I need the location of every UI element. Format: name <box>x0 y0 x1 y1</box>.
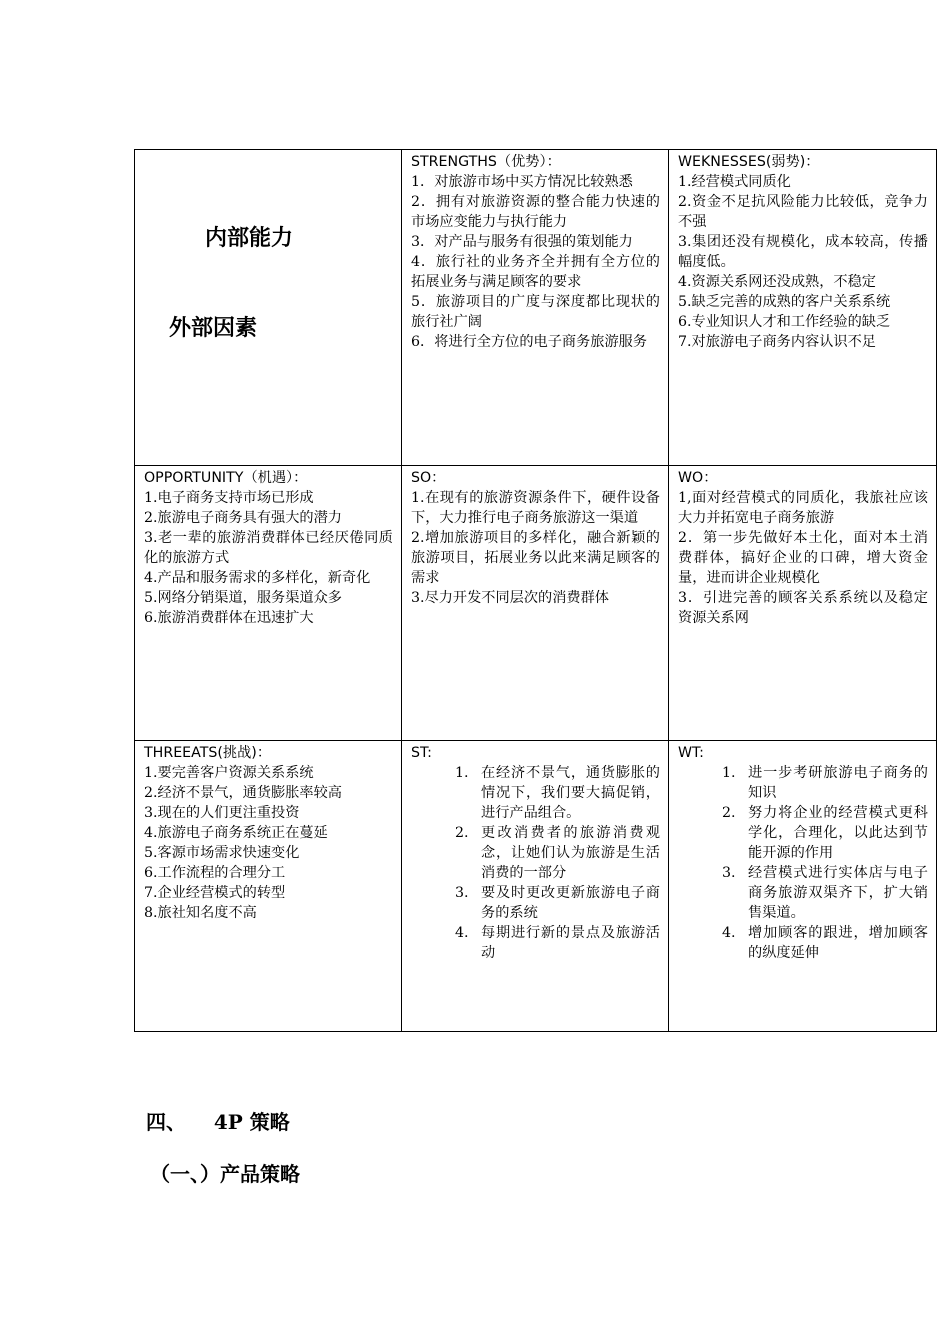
opportunity-item: 4.产品和服务需求的多样化，新奇化 <box>144 570 371 586</box>
opportunity-item: 3.老一辈的旅游消费群体已经厌倦同质化的旅游方式 <box>144 530 393 566</box>
swot-table <box>134 149 937 1032</box>
so-cell <box>402 466 669 741</box>
wo-item: 1,面对经营模式的同质化，我旅社应该大力并拓宽电子商务旅游 <box>678 490 928 526</box>
opportunity-item: 1.电子商务支持市场已形成 <box>144 490 314 506</box>
wt-list <box>678 763 928 963</box>
wt-item: 1. 进一步考研旅游电子商务的知识 <box>740 763 928 803</box>
weaknesses-item: 4.资源关系网还没成熟，不稳定 <box>678 274 876 290</box>
weaknesses-item: 6.专业知识人才和工作经验的缺乏 <box>678 314 891 330</box>
weaknesses-item: 1.经营模式同质化 <box>678 174 791 190</box>
wt-title: WT: <box>678 745 704 761</box>
strengths-cell <box>402 150 669 466</box>
strengths-item: 1．对旅游市场中买方情况比较熟悉 <box>411 174 633 190</box>
threats-item: 1.要完善客户资源关系系统 <box>144 765 314 781</box>
opportunity-item: 5.网络分销渠道，服务渠道众多 <box>144 590 342 606</box>
swot-row-internal <box>135 150 937 466</box>
strengths-item: 5．旅游项目的广度与深度都比现状的旅行社广阔 <box>411 294 660 330</box>
st-item: 3. 要及时更改更新旅游电子商务的系统 <box>473 883 660 923</box>
wo-title: WO： <box>678 470 718 486</box>
corner-label-external: 外部因素 <box>169 315 258 341</box>
weaknesses-item: 2.资金不足抗风险能力比较低，竞争力不强 <box>678 194 928 230</box>
swot-row-threats <box>135 741 937 1032</box>
threats-title: THREEATS(挑战)： <box>144 745 272 761</box>
st-cell <box>402 741 669 1032</box>
threats-cell <box>135 741 402 1032</box>
strengths-item: 2．拥有对旅游资源的整合能力快速的市场应变能力与执行能力 <box>411 194 660 230</box>
weaknesses-item: 5.缺乏完善的成熟的客户关系系统 <box>678 294 891 310</box>
opportunity-title: OPPORTUNITY（机遇）： <box>144 470 308 486</box>
st-item: 1. 在经济不景气，通货膨胀的情况下，我们要大搞促销，进行产品组合。 <box>473 763 660 823</box>
weaknesses-cell <box>669 150 937 466</box>
threats-item: 7.企业经营模式的转型 <box>144 885 286 901</box>
weaknesses-item: 3.集团还没有规模化，成本较高，传播幅度低。 <box>678 234 928 270</box>
st-title: ST: <box>411 745 432 761</box>
wt-item: 2. 努力将企业的经营模式更科学化，合理化，以此达到节能开源的作用 <box>740 803 928 863</box>
wt-item: 4. 增加顾客的跟进，增加顾客的纵度延伸 <box>740 923 928 963</box>
threats-item: 4.旅游电子商务系统正在蔓延 <box>144 825 328 841</box>
strengths-item: 4．旅行社的业务齐全并拥有全方位的拓展业务与满足顾客的要求 <box>411 254 660 290</box>
section-heading-4p: 四、 4P 策略 <box>146 1110 290 1134</box>
threats-item: 6.工作流程的合理分工 <box>144 865 286 881</box>
st-item: 4. 每期进行新的景点及旅游活动 <box>473 923 660 963</box>
swot-corner-cell <box>135 150 402 466</box>
weaknesses-title: WEKNESSES(弱势)： <box>678 154 820 170</box>
so-item: 1.在现有的旅游资源条件下，硬件设备下，大力推行电子商务旅游这一渠道 <box>411 490 660 526</box>
subsection-heading-product: （一、）产品策略 <box>150 1162 300 1186</box>
strengths-item: 3．对产品与服务有很强的策划能力 <box>411 234 633 250</box>
wo-item: 2．第一步先做好本土化，面对本土消费群体，搞好企业的口碑，增大资金量，进而讲企业规模化 <box>678 530 928 586</box>
strengths-item: 6．将进行全方位的电子商务旅游服务 <box>411 334 648 350</box>
wt-cell <box>669 741 937 1032</box>
so-item: 3.尽力开发不同层次的消费群体 <box>411 590 609 606</box>
wt-item: 3. 经营模式进行实体店与电子商务旅游双渠齐下，扩大销售渠道。 <box>740 863 928 923</box>
threats-item: 5.客源市场需求快速变化 <box>144 845 300 861</box>
threats-item: 3.现在的人们更注重投资 <box>144 805 300 821</box>
opportunity-item: 2.旅游电子商务具有强大的潜力 <box>144 510 342 526</box>
weaknesses-item: 7.对旅游电子商务内容认识不足 <box>678 334 876 350</box>
wo-cell <box>669 466 937 741</box>
strengths-title: STRENGTHS（优势）： <box>411 154 561 170</box>
wo-item: 3．引进完善的顾客关系系统以及稳定资源关系网 <box>678 590 928 626</box>
st-item: 2. 更改消费者的旅游消费观念，让她们认为旅游是生活消费的一部分 <box>473 823 660 883</box>
so-item: 2.增加旅游项目的多样化，融合新颖的旅游项目，拓展业务以此来满足顾客的需求 <box>411 530 660 586</box>
threats-item: 2.经济不景气，通货膨胀率较高 <box>144 785 342 801</box>
corner-label-internal: 内部能力 <box>205 225 294 251</box>
opportunity-item: 6.旅游消费群体在迅速扩大 <box>144 610 314 626</box>
opportunity-cell <box>135 466 402 741</box>
threats-item: 8.旅社知名度不高 <box>144 905 257 921</box>
swot-row-opportunity <box>135 466 937 741</box>
so-title: SO： <box>411 470 446 486</box>
st-list <box>411 763 660 963</box>
